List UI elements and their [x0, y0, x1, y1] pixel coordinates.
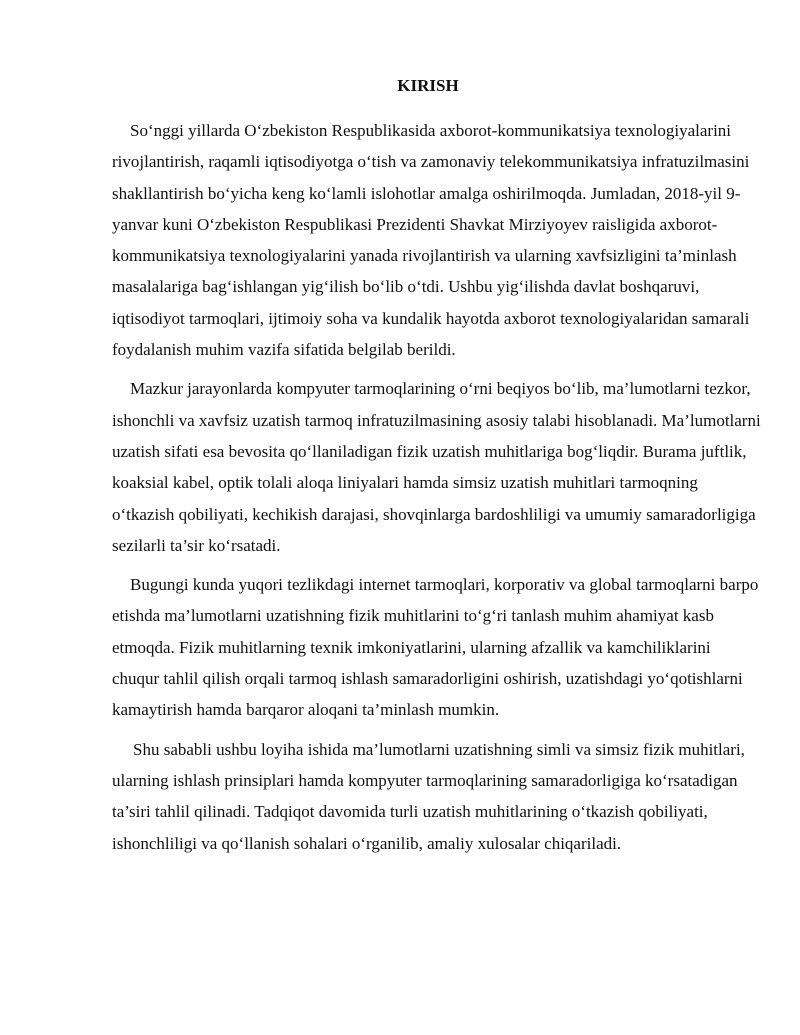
- section-heading: KIRISH: [397, 76, 459, 95]
- paragraph-3: Bugungi kunda yuqori tezlikdagi internet tarmoqlari, korporativ va global tarmoqlarni barpo etishda ma’lumotlarni uzatishning fizik muhitlarini to‘g‘ri tanlash muhim ahamiyat kasb etmoqda. Fizik muhitlarning texnik imkoniyatlarini, ularning afzallik va kamchiliklarini chuqur tahlil qilish orqali tarmoq ishlash samaradorligini oshirish, uzatishdagi yo‘qotishlarni kamaytirish hamda barqaror aloqani ta’minlash mumkin.: [112, 575, 759, 720]
- paragraph-4: Shu sababli ushbu loyiha ishida ma’lumotlarni uzatishning simli va simsiz fizik muhitlari, ularning ishlash prinsiplari hamda kompyuter tarmoqlarining samaradorligiga ko‘rsatadigan ta’siri tahlil qilinadi. Tadqiqot davomida turli uzatish muhitlarining o‘tkazish qobiliyati, ishonchliligi va qo‘llanish sohalari o‘rganilib, amaliy xulosalar chiqariladi.: [112, 739, 745, 853]
- document-body: [112, 115, 762, 867]
- paragraph-1: So‘nggi yillarda O‘zbekiston Respublikasida axborot-kommunikatsiya texnologiyalarini rivojlantirish, raqamli iqtisodiyotga o‘tish va zamonaviy telekommunikatsiya infratuzilmasini shakllantirish bo‘yicha keng ko‘lamli islohotlar amalga oshirilmoqda. Jumladan, 2018-yil 9-yanvar kuni O‘zbekiston Respublikasi Prezidenti Shavkat Mirziyoyev raisligida axborot-kommunikatsiya texnologiyalarini yanada rivojlantirish va ularning xavfsizligini ta’minlash masalalariga bag‘ishlangan yig‘ilish bo‘lib o‘tdi. Ushbu yig‘ilishda davlat boshqaruvi, iqtisodiyot tarmoqlari, ijtimoiy soha va kundalik hayotda axborot texnologiyalaridan samarali foydalanish muhim vazifa sifatida belgilab berildi.: [112, 121, 750, 360]
- paragraph-2: Mazkur jarayonlarda kompyuter tarmoqlarining o‘rni beqiyos bo‘lib, ma’lumotlarni tezkor, ishonchli va xavfsiz uzatish tarmoq infratuzilmasining asosiy talabi hisoblanadi. Ma’lumotlarni uzatish sifati esa bevosita qo‘llaniladigan fizik uzatish muhitlariga bog‘liqdir. Burama juftlik, koaksial kabel, optik tolali aloqa liniyalari hamda simsiz uzatish muhitlari tarmoqning o‘tkazish qobiliyati, kechikish darajasi, shovqinlarga bardoshliligi va umumiy samaradorligiga sezilarli ta’sir ko‘rsatadi.: [112, 379, 761, 555]
